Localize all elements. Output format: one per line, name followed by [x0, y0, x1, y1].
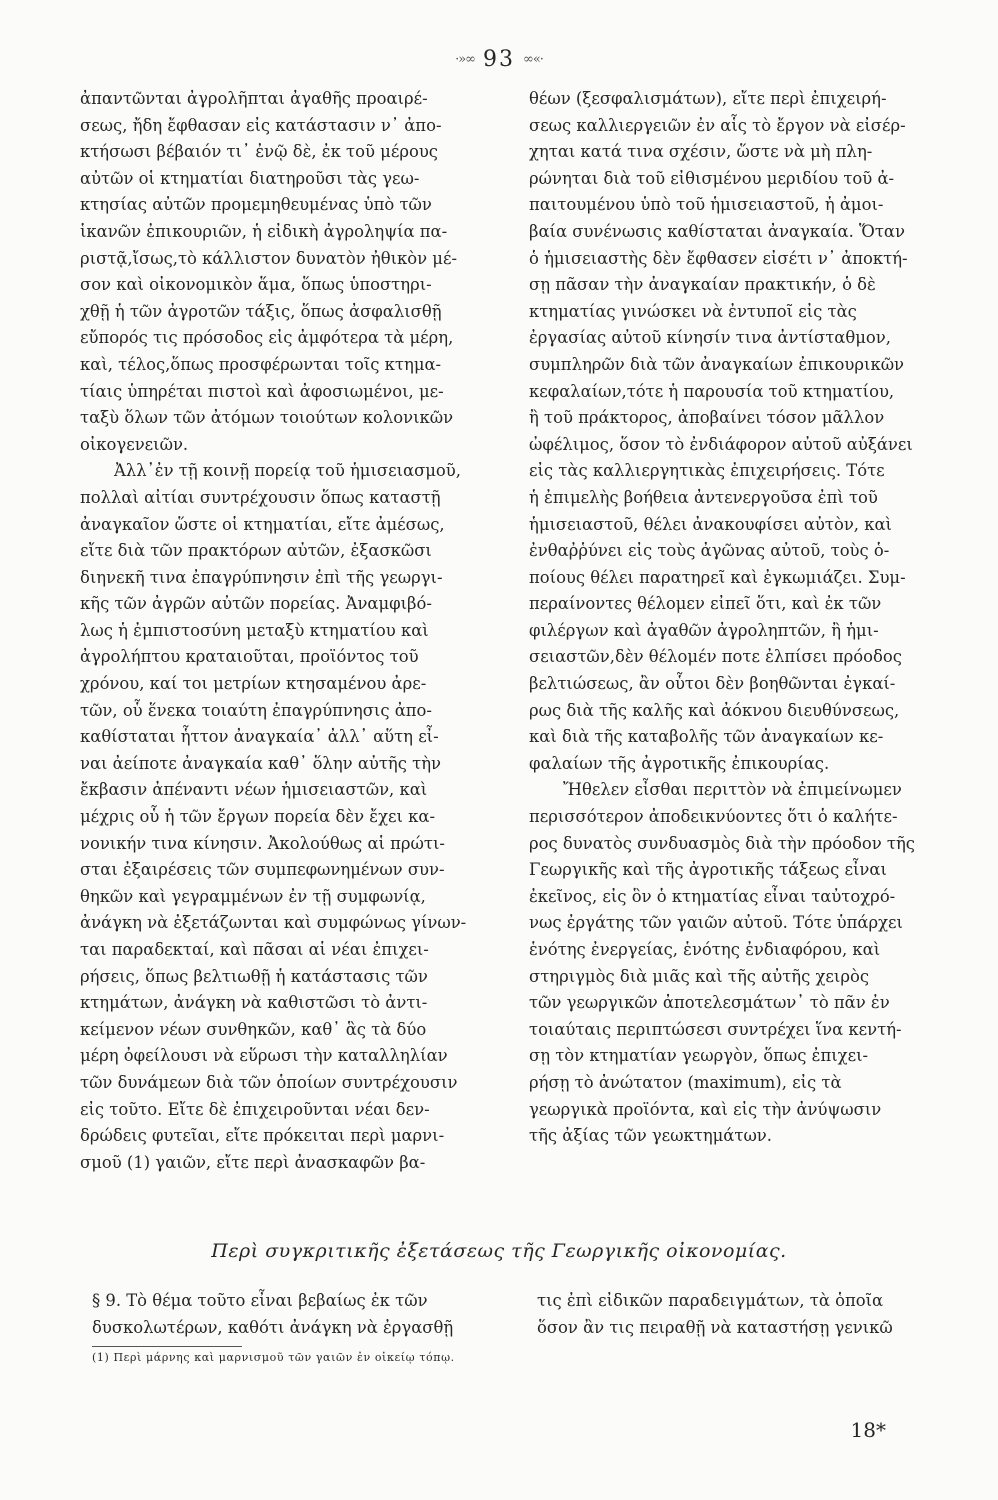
text-line: τῶν, οὗ ἕνεκα τοιαύτη ἐπαγρύπνησις ἀπο- — [80, 700, 432, 720]
text-line: ἑνότης ἐνεργείας, ἑνότης ἐνδιαφόρου, καὶ — [529, 940, 881, 959]
text-line: περαίνοντες θέλομεν εἰπεῖ ὅτι, καὶ ἐκ τῶν — [529, 594, 882, 614]
text-line: ρος δυνατὸς συνδυασμὸς διὰ τὴν πρόοδον τῆς — [529, 833, 915, 853]
text-line: διηνεκῆ τινα ἐπαγρύπνησιν ἐπὶ τῆς γεωργι- — [80, 567, 443, 587]
footnote-rule — [92, 1346, 242, 1347]
footnote: (1) Περὶ μάρνης καὶ μαρνισμοῦ τῶν γαιῶν ἐν οἰκείῳ τόπῳ. — [92, 1351, 455, 1364]
text-line: συμπληρῶν διὰ τῶν ἀναγκαίων ἐπικουρικῶν — [529, 354, 905, 374]
text-line: γεωργικὰ προϊόντα, καὶ εἰς τὴν ἀνύψωσιν — [529, 1099, 882, 1119]
text-line: τῆς ἀξίας τῶν γεωκτημάτων. — [529, 1126, 772, 1146]
text-line: χηται κατά τινα σχέσιν, ὥστε νὰ μὴ πλη- — [529, 142, 873, 162]
text-line: σῃ πᾶσαν τὴν ἀναγκαίαν πρακτικήν, ὁ δὲ — [529, 275, 876, 295]
text-line: κεφαλαίων,τότε ἡ παρουσία τοῦ κτηματίου, — [529, 381, 895, 401]
section-heading: Περὶ συγκριτικῆς ἐξετάσεως τῆς Γεωργικῆς οἰκονομίας. — [211, 1240, 787, 1262]
text-line: τοιαύταις περιπτώσεσι συντρέχει ἵνα κεντή- — [529, 1019, 902, 1039]
text-line: ἢ τοῦ πράκτορος, ἀποβαίνει τόσον μᾶλλον — [529, 408, 885, 428]
section-right-text — [537, 1288, 957, 1341]
text-line: δρώδεις φυτεῖαι, εἴτε πρόκειται περὶ μαρνι- — [80, 1126, 445, 1146]
text-line: σον καὶ οἰκονομικὸν ἅμα, ὅπως ὑποστηρι- — [80, 275, 432, 295]
text-line: σμοῦ (1) γαιῶν, εἴτε περὶ ἀνασκαφῶν βα- — [80, 1152, 426, 1172]
text-line: § 9. Τὸ θέμα τοῦτο εἶναι βεβαίως ἐκ τῶν — [92, 1291, 428, 1310]
section-left-text — [92, 1288, 512, 1341]
text-line: ται παραδεκταί, καὶ πᾶσαι αἱ νέαι ἐπιχει- — [80, 940, 429, 959]
text-line: ἐνθαῤῥύνει εἰς τοὺς ἀγῶνας αὐτοῦ, τοὺς ὁ- — [529, 541, 890, 561]
text-line: τις ἐπὶ εἰδικῶν παραδειγμάτων, τὰ ὁποῖα — [537, 1291, 884, 1310]
text-line: Ἀλλ᾽ἐν τῇ κοινῇ πορείᾳ τοῦ ἡμισειασμοῦ, — [114, 461, 461, 481]
text-line: χρόνου, καί τοι μετρίων κτησαμένου ἀρε- — [80, 674, 427, 694]
text-line: θηκῶν καὶ γεγραμμένων ἐν τῇ συμφωνίᾳ, — [80, 886, 426, 906]
text-line: σειαστῶν,δὲν θέλομέν ποτε ἐλπίσει πρόοδος — [529, 647, 902, 667]
text-line: ἱκανῶν ἐπικουριῶν, ἡ εἰδικὴ ἀγροληψία πα- — [80, 221, 448, 241]
text-line: μέρη ὀφείλουσι νὰ εὕρωσι τὴν καταλληλίαν — [80, 1046, 448, 1066]
header-ornament-right: ∞«· — [523, 51, 543, 67]
page-header — [0, 44, 998, 74]
text-line: κτήσωσι βέβαιόν τι᾽ ἐνῷ δὲ, ἐκ τοῦ μέρους — [80, 142, 438, 162]
text-line: ρώνηται διὰ τοῦ εἰθισμένου μεριδίου τοῦ ἀ- — [529, 168, 895, 188]
text-line: ὁ ἡμισειαστὴς δὲν ἔφθασεν εἰσέτι ν᾽ ἀποκτή- — [529, 248, 908, 268]
text-line: θέων (ξεσφαλισμάτων), εἴτε περὶ ἐπιχειρή- — [529, 89, 887, 108]
text-line: κτηματίας γινώσκει νὰ ἐντυποῖ εἰς τὰς — [529, 301, 857, 321]
header-ornament-left: ·»∞ — [455, 51, 475, 67]
text-line: νονικήν τινα κίνησιν. Ἀκολούθως αἱ πρώτι- — [80, 833, 445, 853]
text-line: ταξὺ ὅλων τῶν ἀτόμων τοιούτων κολονικῶν — [80, 408, 454, 428]
text-line: εὔπορός τις πρόσοδος εἰς ἀμφότερα τὰ μέρη, — [80, 328, 454, 348]
text-line: ριστᾷ,ἴσως,τὸ κάλλιστον δυνατὸν ἠθικὸν μέ- — [80, 248, 457, 268]
text-line: εἴτε διὰ τῶν πρακτόρων αὐτῶν, ἐξασκῶσι — [80, 541, 432, 561]
text-line: Γεωργικῆς καὶ τῆς ἀγροτικῆς τάξεως εἶναι — [529, 860, 887, 880]
text-line: σεως καλλιεργειῶν ἐν αἷς τὸ ἔργον νὰ εἰσέρ- — [529, 115, 906, 135]
text-line: ἀπαντῶνται ἀγρολῆπται ἀγαθῆς προαιρέ- — [80, 89, 428, 108]
text-line: βαία συνένωσις καθίσταται ἀναγκαία. Ὅταν — [529, 221, 905, 241]
signature-mark: 18* — [850, 1418, 886, 1442]
text-line: στηριγμὸς διὰ μιᾶς καὶ τῆς αὐτῆς χειρὸς — [529, 966, 870, 986]
text-line: ἀνάγκη νὰ ἐξετάζωνται καὶ συμφώνως γίνων- — [80, 913, 467, 933]
text-line: ἐργασίας αὐτοῦ κίνησίν τινα ἀντίσταθμον, — [529, 328, 891, 348]
text-line: περισσότερον ἀποδεικνύοντες ὅτι ὁ καλήτε- — [529, 807, 898, 827]
text-line: σῃ τὸν κτηματίαν γεωργὸν, ὅπως ἐπιχει- — [529, 1046, 869, 1066]
text-line: ὠφέλιμος, ὅσον τὸ ἐνδιάφορον αὐτοῦ αὐξάνει — [529, 434, 913, 454]
text-line: ἡμισειαστοῦ, θέλει ἀνακουφίσει αὐτὸν, καὶ — [529, 514, 892, 534]
text-line: τῶν δυνάμεων διὰ τῶν ὁποίων συντρέχουσιν — [80, 1072, 458, 1092]
text-line: παιτουμένου ὑπὸ τοῦ ἡμισειαστοῦ, ἡ ἀμοι- — [529, 195, 884, 215]
text-line: ρήσῃ τὸ ἀνώτατον (maximum), εἰς τὰ — [529, 1072, 842, 1092]
text-line: κτημάτων, ἀνάγκη νὰ καθιστῶσι τὸ ἀντι- — [80, 993, 428, 1013]
text-line: φιλέργων καὶ ἀγαθῶν ἀγροληπτῶν, ἢ ἡμι- — [529, 620, 879, 640]
text-line: νως ἐργάτης τῶν γαιῶν αὐτοῦ. Τότε ὑπάρχει — [529, 913, 903, 933]
text-line: φαλαίων τῆς ἀγροτικῆς ἐπικουρίας. — [529, 753, 830, 773]
text-line: κείμενον νέων συνθηκῶν, καθ᾽ ἃς τὰ δύο — [80, 1019, 427, 1039]
text-line: ὅσον ἂν τις πειραθῇ νὰ καταστήσῃ γενικῶ — [537, 1317, 893, 1337]
text-line: κτησίας αὐτῶν προμεμηθευμένας ὑπὸ τῶν — [80, 195, 432, 215]
right-text-column — [529, 86, 951, 1150]
text-line: τίαις ὑπηρέται πιστοὶ καὶ ἀφοσιωμένοι, με- — [80, 381, 444, 401]
text-line: σεως, ἤδη ἔφθασαν εἰς κατάστασιν ν᾽ ἀπο- — [80, 115, 442, 135]
text-line: πολλαὶ αἰτίαι συντρέχουσιν ὅπως καταστῇ — [80, 487, 441, 507]
text-line: ρως διὰ τῆς καλῆς καὶ ἀόκνου διευθύνσεως, — [529, 700, 900, 720]
text-line: βελτιώσεως, ἂν οὗτοι δὲν βοηθῶνται ἐγκαί- — [529, 674, 896, 694]
text-line: καὶ, τέλος,ὅπως προσφέρωνται τοῖς κτημα- — [80, 354, 442, 374]
text-line: χθῇ ἡ τῶν ἀγροτῶν τάξις, ὅπως ἀσφαλισθῇ — [80, 301, 442, 321]
text-line: ἐκεῖνος, εἰς ὃν ὁ κτηματίας εἶναι ταὐτοχρό- — [529, 886, 896, 906]
text-line: λως ἡ ἐμπιστοσύνη μεταξὺ κτηματίου καὶ — [80, 620, 429, 640]
text-line: μέχρις οὗ ἡ τῶν ἔργων πορεία δὲν ἔχει κα- — [80, 807, 435, 827]
left-text-column — [80, 86, 504, 1176]
text-line: δυσκολωτέρων, καθότι ἀνάγκη νὰ ἐργασθῇ — [92, 1317, 454, 1337]
text-line: ἡ ἐπιμελὴς βοήθεια ἀντενεργοῦσα ἐπὶ τοῦ — [529, 487, 878, 507]
text-line: κῆς τῶν ἀγρῶν αὐτῶν πορείας. Ἀναμφιβό- — [80, 594, 432, 614]
text-line: ἀναγκαῖον ὥστε οἱ κτηματίαι, εἴτε ἀμέσως, — [80, 514, 445, 534]
text-line: εἰς τοῦτο. Εἴτε δὲ ἐπιχειροῦνται νέαι δεν- — [80, 1099, 430, 1119]
text-line: οἰκογενειῶν. — [80, 434, 189, 454]
text-line: αὐτῶν οἱ κτηματίαι διατηροῦσι τὰς γεω- — [80, 168, 420, 188]
text-line: ναι ἀείποτε ἀναγκαία καθ᾽ ὅλην αὐτῆς τὴν — [80, 753, 441, 773]
text-line: ἔκβασιν ἀπέναντι νέων ἡμισειαστῶν, καὶ — [80, 780, 428, 800]
text-line: ποίους θέλει παρατηρεῖ καὶ ἐγκωμιάζει. Συμ- — [529, 567, 906, 587]
text-line: καὶ διὰ τῆς καταβολῆς τῶν ἀναγκαίων κε- — [529, 727, 884, 747]
text-line: εἰς τὰς καλλιεργητικὰς ἐπιχειρήσεις. Τότε — [529, 461, 885, 481]
text-line: σται ἐξαιρέσεις τῶν συμπεφωνημένων συν- — [80, 860, 445, 880]
text-line: καθίσταται ἧττον ἀναγκαία᾽ ἀλλ᾽ αὕτη εἶ- — [80, 727, 439, 747]
text-line: ἀγρολήπτου κραταιοῦται, προϊόντος τοῦ — [80, 647, 419, 667]
text-line: Ἤθελεν εἶσθαι περιττὸν νὰ ἐπιμείνωμεν — [563, 780, 902, 800]
text-line: ρήσεις, ὅπως βελτιωθῇ ἡ κατάστασις τῶν — [80, 966, 428, 986]
text-line: τῶν γεωργικῶν ἀποτελεσμάτων᾽ τὸ πᾶν ἐν — [529, 993, 890, 1013]
page-number: 93 — [483, 46, 515, 72]
